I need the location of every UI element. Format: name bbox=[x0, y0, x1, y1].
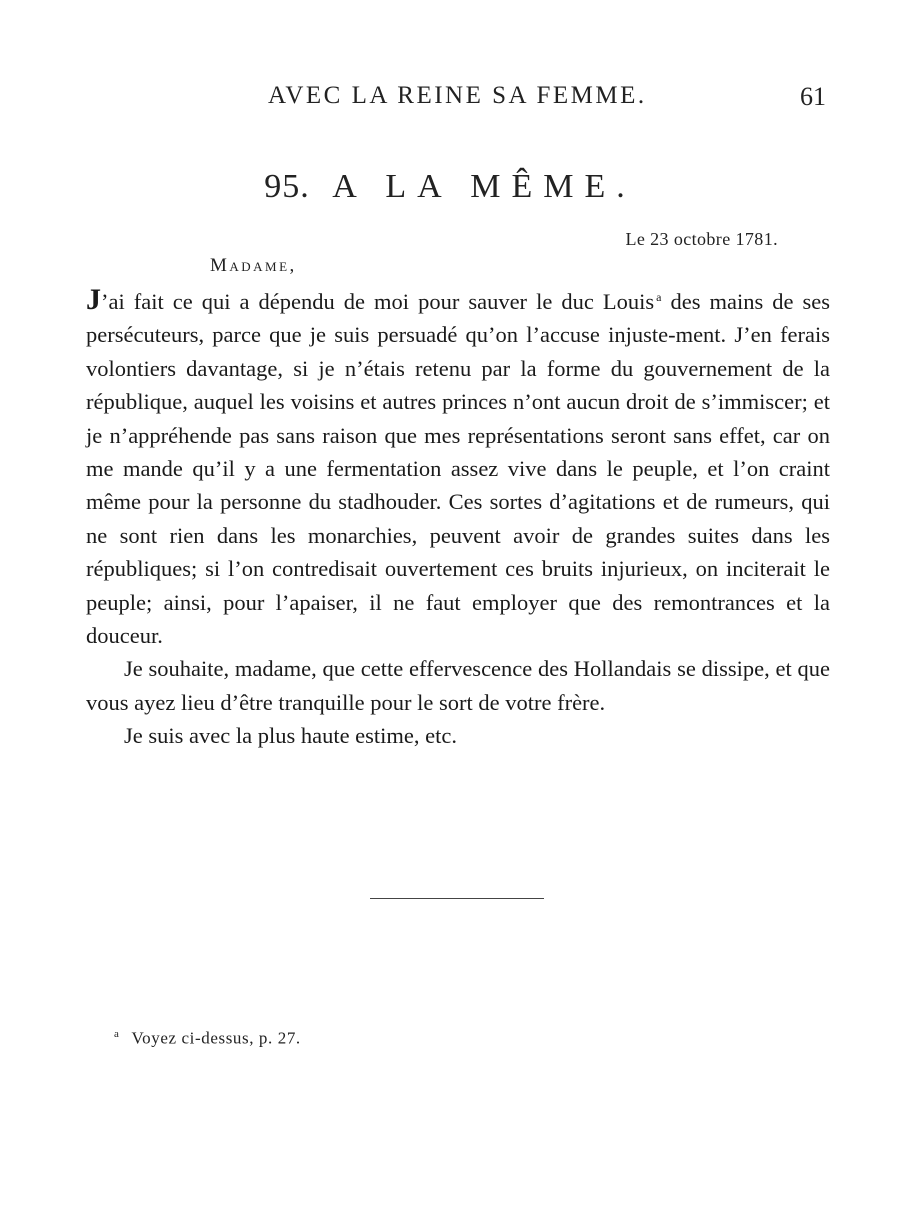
letter-body bbox=[86, 285, 830, 753]
salutation: Madame, bbox=[210, 255, 297, 276]
footnote-mark: a bbox=[114, 1028, 120, 1040]
footnote-text: Voyez ci-dessus, p. 27. bbox=[131, 1028, 301, 1048]
paragraph-1-text-b: des mains de ses persécuteurs, parce que je suis persuadé qu’on l’accuse injuste-ment. J’en ferais volontiers davantage, si je n’étais retenu par la forme du gouvernement de la république, auquel les voisins et autres princes n’ont aucun droit de s’immiscer; et je n’appréhende pas sans raison que mes représentations seront sans effet, car on me mande qu’il y a une fermentation assez vive dans le peuple, et l’on craint même pour la personne du stadhouder. Ces sortes d’agitations et de rumeurs, qui ne sont rien dans les monarchies, peuvent avoir de grandes suites dans les républiques; si l’on contredisait ouvertement ces bruits injurieux, on inciterait le peuple; ainsi, pour l’apaiser, il ne faut employer que des remontrances et la douceur. bbox=[86, 289, 831, 649]
paragraph-1 bbox=[86, 285, 830, 652]
running-title: AVEC LA REINE SA FEMME. bbox=[268, 82, 647, 109]
paragraph-3: Je suis avec la plus haute estime, etc. bbox=[124, 723, 458, 749]
letter-date: Le 23 octobre 1781. bbox=[625, 229, 778, 249]
letter-title: A LA MÊME. bbox=[332, 168, 636, 205]
paragraph-2: Je souhaite, madame, que cette effervescence des Hollandais se dissipe, et que vous ayez lieu d’être tranquille pour le sort de votre frère. bbox=[86, 656, 830, 715]
section-divider bbox=[370, 898, 544, 899]
letter-heading bbox=[0, 168, 900, 206]
footnote-reference: a bbox=[656, 289, 662, 304]
running-head bbox=[0, 82, 900, 112]
paragraph-1-text-a: ’ai fait ce qui a dépendu de moi pour sauver le duc Louis bbox=[101, 289, 655, 314]
initial-letter: J bbox=[86, 283, 101, 316]
page-number: 61 bbox=[800, 82, 826, 111]
footnote bbox=[114, 1028, 301, 1049]
letter-number: 95. bbox=[264, 168, 310, 205]
